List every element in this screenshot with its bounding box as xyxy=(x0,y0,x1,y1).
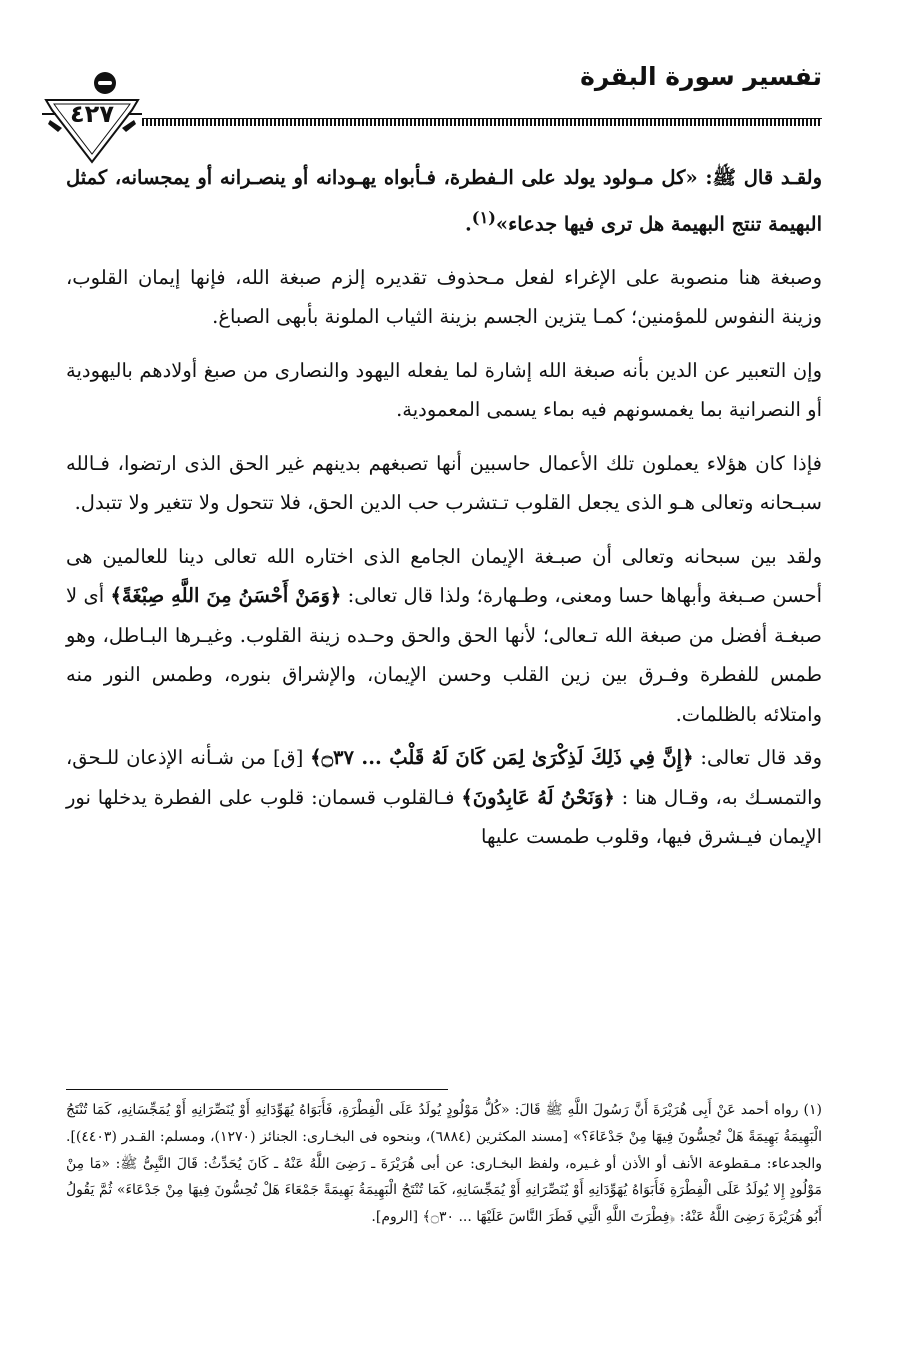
quran-verse-qaf: ﴿إِنَّ فِي ذَلِكَ لَذِكْرَىٰ لِمَن كَانَ لَهُ قَلْبٌ ... ۝٣٧﴾ xyxy=(310,746,694,769)
paragraph-best-color-text-b: أى لا صبغـة أفضل من صبغة الله تـعالى؛ لأنها الحق والحق وحـده زينة القلوب. وغيـرها البـاطل، وهو طمس للفطرة وفـرق بين زين القلب وحسن الإيمان، والإشراق بنوره، وطمس النور منه وامتلائه بالظلمات. xyxy=(66,584,822,726)
paragraph-hadith-end: . xyxy=(464,212,472,235)
paragraph-sibgha: وصبغة هنا منصوبة على الإغراء لفعل مـحذوف تقديره إلزم صبغة الله، فإنها إيمان القلوب، وزينة النفوس للمؤمنين؛ كمـا يتزين الجسم بزينة الثياب الملونة بأبهى الصباغ. xyxy=(66,265,822,328)
paragraph-baptism: وإن التعبير عن الدين بأنه صبغة الله إشارة لما يفعله اليهود والنصارى من صبغ أولادهم باليهودية أو النصرانية بما يغمسونهم فيه بماء يسمى المعمودية. xyxy=(66,358,822,421)
paragraph-best-color xyxy=(66,537,822,735)
surah-reference-qaf: [ق] xyxy=(272,746,304,769)
paragraph-two-hearts-text-b: من شـأنه الإذعان للـحق، والتمسـك به، وقـال هنا : xyxy=(66,746,823,809)
page-number: ٤٢٧ xyxy=(70,100,114,128)
footnotes xyxy=(66,1097,822,1231)
quran-verse-sibgha: ﴿وَمَنْ أَحْسَنُ مِنَ اللَّهِ صِبْغَةً﴾ xyxy=(110,584,342,607)
paragraph-two-hearts-text-c: فـالقلوب قسمان: قلوب على الفطرة يدخلها نور الإيمان فيـشرق فيها، وقلوب طمست عليها xyxy=(66,785,822,848)
quran-verse-worshippers: ﴿وَنَحْنُ لَهُ عَابِدُونَ﴾ xyxy=(461,785,615,809)
main-text xyxy=(66,158,822,857)
paragraph-two-hearts-text-a: وقد قال تعالى: xyxy=(700,746,823,769)
paragraph-hadith-text: ولقـد قال ﷺ: «كل مـولود يولد على الـفطرة، فـأبواه يهـودانه أو ينصـرانه أو يمجسانه، كمثل البهيمة تنتج البهيمة هل ترى فيها جدعاء» xyxy=(66,166,822,235)
footnote-separator xyxy=(66,1089,448,1090)
footnote-ref-1: (١) xyxy=(471,207,496,227)
running-header-title: تفسير سورة البقرة xyxy=(580,62,822,91)
paragraph-best-color-text-a: ولقد بين سبحانه وتعالى أن صبـغة الإيمان الجامع الذى اختاره الله تعالى دينا للعالمين هى أحسن صـبغة وأبهاها حسا ومعنى، وطـهارة؛ ولذا قال تعالى: xyxy=(66,544,822,607)
header-ornamental-rule xyxy=(142,118,822,126)
paragraph-two-hearts xyxy=(66,738,822,857)
paragraph-true-religion: فإذا كان هؤلاء يعملون تلك الأعمال حاسبين أنها تصبغهم بدينهم غير الحق الذى ارتضوا، فـالله سبـحانه وتعالى هـو الذى يجعل القلوب تـتشرب حب الدين الحق، فلا تتحول ولا تتغير ولا تتبدل. xyxy=(66,451,822,514)
paragraph-hadith xyxy=(66,158,822,244)
footnote-1: (١) رواه أحمد عَنْ أَبِى هُرَيْرَةَ أَنَّ رَسُولَ اللَّهِ ﷺ قَالَ: «كُلُّ مَوْلُودٍ يُولَدُ عَلَى الْفِطْرَةِ، فَأَبَوَاهُ يُهَوِّدَانِهِ أَوْ يُنَصِّرَانِهِ أَوْ يُمَجِّسَانِهِ، كَمَا تُنْتَجُ الْبَهِيمَةُ بَهِيمَةً هَلْ تُحِسُّونَ فِيهَا مِنْ جَدْعَاءَ؟» [مسند المكثرين (٦٨٨٤)، وبنحوه فى البخـارى: الجنائز (١٢٧٠)، ومسلم: القـدر (٤٤٠٣)]. والجدعاء: مـقطوعة الأنف أو الأذن أو غـيره، ولفظ البخـارى: عن أبى هُرَيْرَةَ ـ رَضِىَ اللَّهُ عَنْهُ ـ كَانَ يُحَدِّثُ: قَالَ النَّبِىُّ ﷺ: «مَا مِنْ مَوْلُودٍ إِلا يُولَدُ عَلَى الْفِطْرَةِ فَأَبَوَاهُ يُهَوِّدَانِهِ أَوْ يُنَصِّرَانِهِ أَوْ يُمَجِّسَانِهِ، كَمَا تُنْتَجُ الْبَهِيمَةُ بَهِيمَةً جَمْعَاءَ هَلْ تُحِسُّونَ فِيهَا مِنْ جَدْعَاءَ» ثُمَّ يَقُولُ أَبُو هُرَيْرَةَ رَضِىَ اللَّهُ عَنْهُ: ﴿فِطْرَتَ اللَّهِ الَّتِي فَطَرَ النَّاسَ عَلَيْهَا ... ۝٣٠﴾ [الروم]. xyxy=(66,1102,822,1226)
